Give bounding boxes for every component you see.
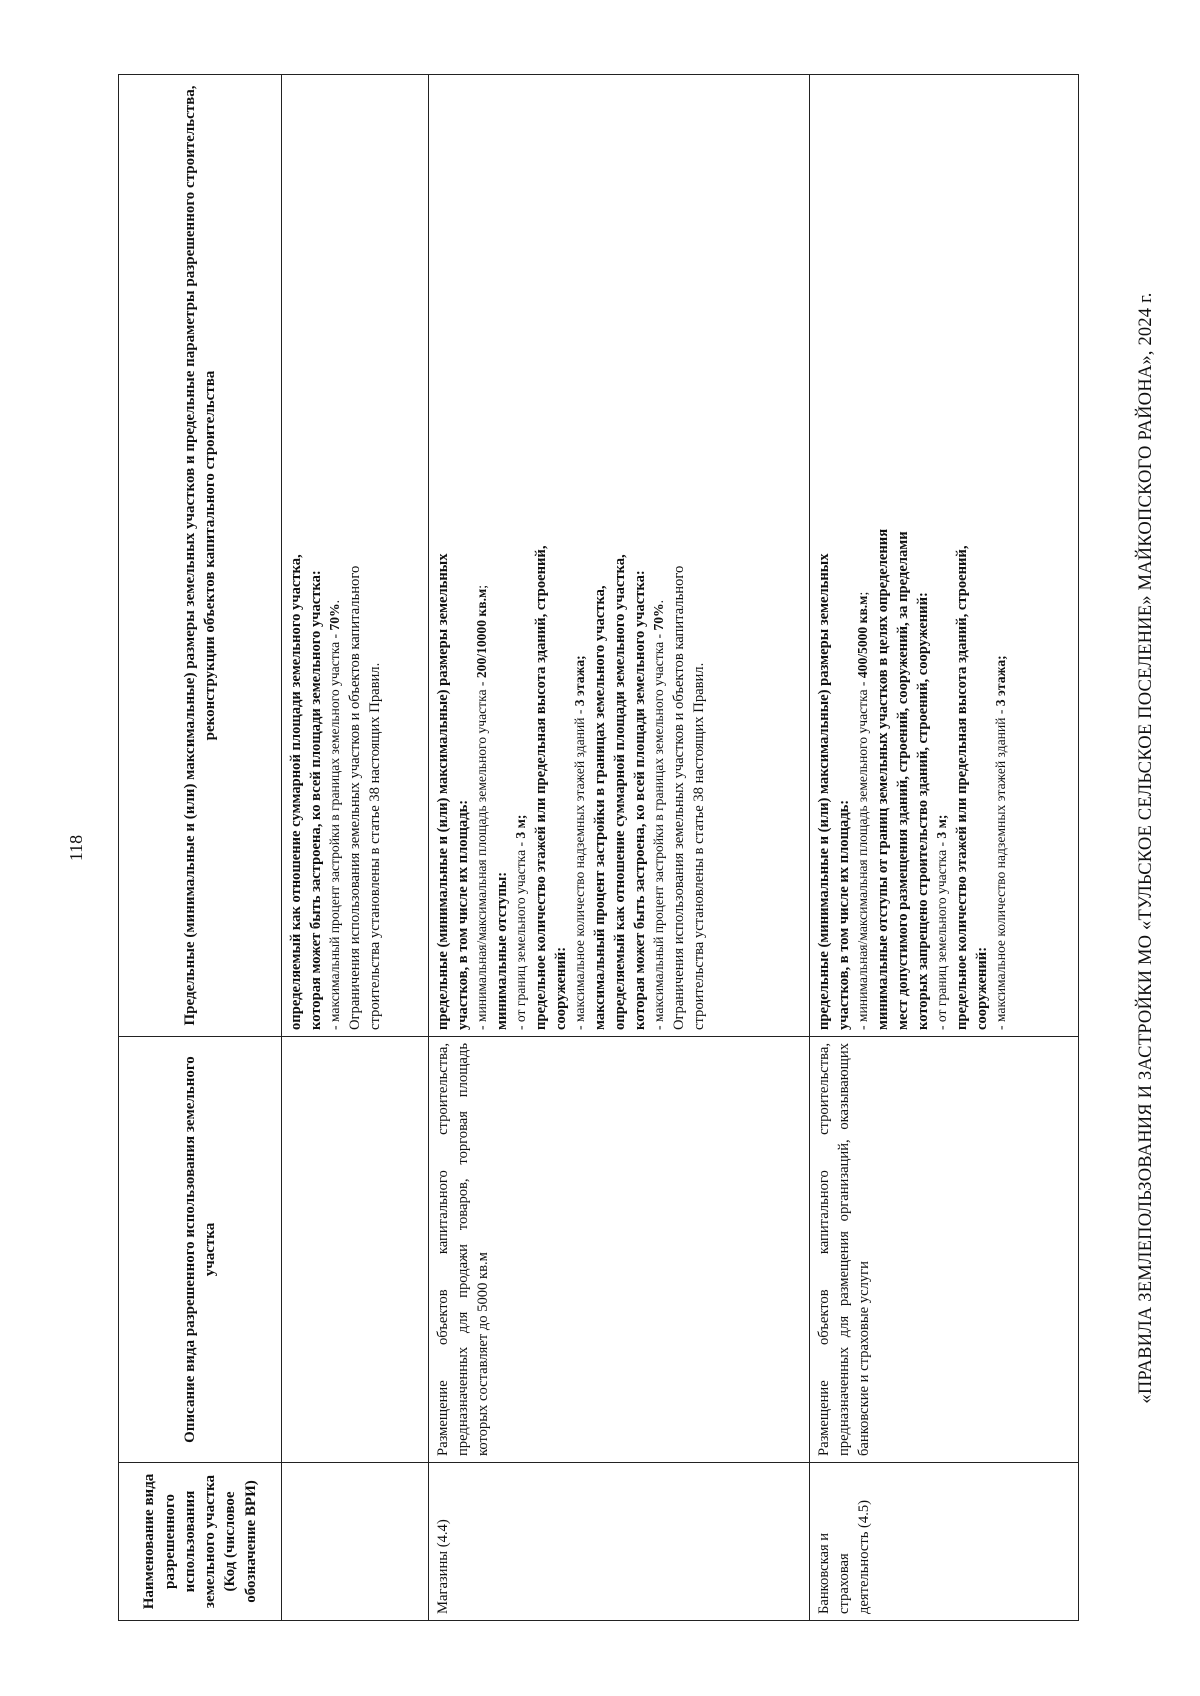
text-line: строительства установлены в статье 38 настоящих Правил.	[367, 662, 384, 1030]
text-line: предельное количество этажей или предельная высота зданий, строений,	[954, 545, 971, 1030]
table-row	[282, 75, 429, 1621]
cell-empty-name	[282, 1463, 429, 1621]
header-limits: Предельные (минимальные и (или) максимальные) размеры земельных участков и предельные параметры разрешенного строительства, реконструкции объектов капитального строительства	[119, 75, 282, 1037]
text-line: - максимальное количество надземных этажей зданий - 3 этажа;	[993, 655, 1009, 1030]
text-line: - минимальная/максимальная площадь земельного участка - 400/5000 кв.м;	[855, 591, 871, 1030]
text-line: предельные (минимальные и (или) максимальные) размеры земельных	[816, 553, 832, 1030]
text-line: - максимальный процент застройки в границах земельного участка - 70%.	[651, 599, 667, 1030]
text-line: которая может быть застроена, ко всей площади земельного участка:	[632, 570, 649, 1030]
text-line: сооружений:	[974, 946, 991, 1030]
text-line: - минимальная/максимальная площадь земельного участка - 200/10000 кв.м;	[474, 584, 490, 1030]
text-line: Ограничения использования земельных участков и объектов капитального	[347, 565, 363, 1030]
document-footer: «ПРАВИЛА ЗЕМЛЕПОЛЬЗОВАНИЯ И ЗАСТРОЙКИ МО «ТУЛЬСКОЕ СЕЛЬСКОЕ ПОСЕЛЕНИЕ» МАЙКОПСКОГО РАЙОНА», 2024 г.	[1136, 292, 1156, 1404]
text-line: определяемый как отношение суммарной площади земельного участка,	[612, 554, 628, 1030]
header-vri-name: Наименование вида разрешенного использования земельного участка (Код (числовое обозначение ВРИ)	[119, 1463, 282, 1621]
text-line: участков, в том числе их площадь:	[455, 799, 472, 1030]
text-line: - от границ земельного участка - 3 м;	[934, 814, 950, 1030]
header-vri-description: Описание вида разрешенного использования земельного участка	[119, 1037, 282, 1463]
text-line: сооружений:	[553, 946, 569, 1030]
regulations-table	[118, 74, 1079, 1621]
cell-vri-description: Размещение объектов капитального строительства, предназначенных для продажи товаров, торговая площадь которых составляет до 5000 кв.м	[429, 1037, 810, 1463]
text-line: предельные (минимальные и (или) максимальные) размеры земельных	[435, 553, 451, 1030]
text-line: минимальные отступы:	[494, 871, 510, 1030]
text-line: участков, в том числе их площадь:	[836, 799, 853, 1030]
text-line: - от границ земельного участка - 3 м;	[513, 814, 529, 1030]
table-row	[429, 75, 810, 1621]
text-line: которая может быть застроена, ко всей площади земельного участка:	[308, 570, 325, 1030]
text-line: определяемый как отношение суммарной площади земельного участка,	[288, 554, 304, 1030]
page-number: 118	[66, 834, 86, 862]
rotated-page	[66, 75, 1156, 1621]
table-header-row	[119, 75, 282, 1621]
cell-vri-name: Банковская и страховая деятельность (4.5)	[810, 1463, 1079, 1621]
text-line: - максимальный процент застройки в границах земельного участка - 70%.	[327, 599, 343, 1030]
cell-vri-description: Размещение объектов капитального строительства, предназначенных для размещения организаций, оказывающих банковские и страховые услуги	[810, 1037, 1079, 1463]
cell-vri-name: Магазины (4.4)	[429, 1463, 810, 1621]
text-line: предельное количество этажей или предельная высота зданий, строений,	[532, 545, 549, 1030]
text-line: мест допустимого размещения зданий, строений, сооружений, за пределами	[895, 531, 912, 1030]
cell-limits	[429, 75, 810, 1037]
text-line: максимальный процент застройки в границах земельного участка,	[591, 585, 608, 1030]
text-line: минимальные отступы от границ земельных участков в целях определения	[875, 528, 891, 1030]
text-line: строительства установлены в статье 38 настоящих Правил.	[691, 662, 708, 1030]
text-line: - максимальное количество надземных этажей зданий - 3 этажа;	[572, 655, 588, 1030]
cell-limits	[282, 75, 429, 1037]
text-line: которых запрещено строительство зданий, строений, сооружений:	[915, 592, 932, 1030]
cell-limits	[810, 75, 1079, 1037]
table-row	[810, 75, 1079, 1621]
text-line: Ограничения использования земельных участков и объектов капитального	[671, 565, 687, 1030]
cell-empty-desc	[282, 1037, 429, 1463]
